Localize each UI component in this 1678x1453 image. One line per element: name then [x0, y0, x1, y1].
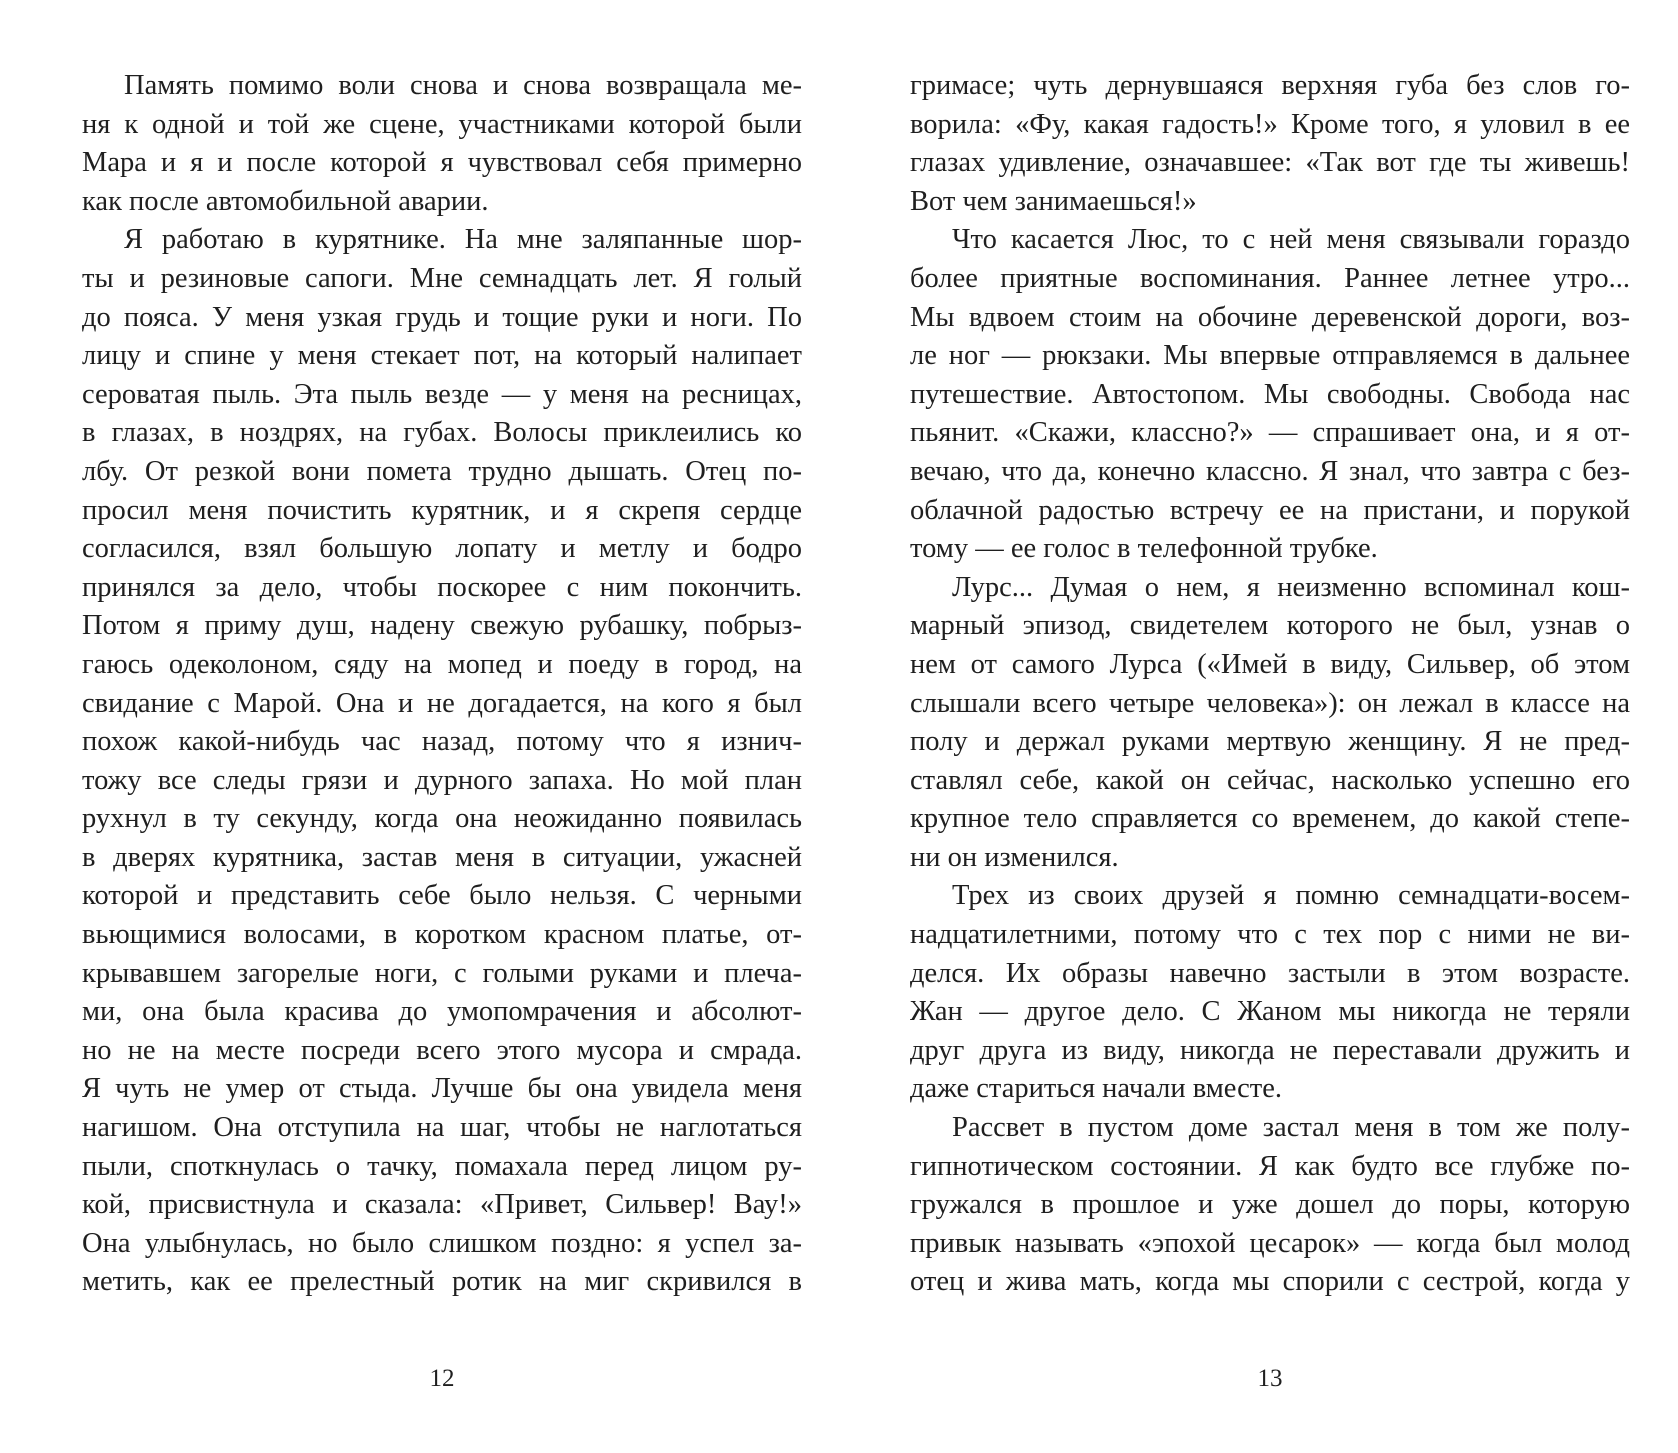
text-line: вьющимися волосами, в коротком красном платье, от-: [82, 919, 802, 951]
text-line: ня к одной и той же сцене, участниками которой были: [82, 108, 802, 140]
text-line: в дверях курятника, застав меня в ситуации, ужасней: [82, 841, 802, 873]
text-line: Лурс... Думая о нем, я неизменно вспоминал кош-: [952, 571, 1630, 603]
text-line: как после автомобильной аварии.: [82, 185, 489, 217]
text-line: Вот чем занимаешься!»: [910, 185, 1197, 217]
text-line: отец и жива мать, когда мы спорили с сестрой, когда у: [910, 1266, 1630, 1298]
text-line: облачной радостью встречу ее на пристани, и порукой: [910, 494, 1630, 526]
text-line: ты и резиновые сапоги. Мне семнадцать лет. Я голый: [82, 262, 802, 294]
text-line: марный эпизод, свидетелем которого не был, узнав о: [910, 610, 1630, 642]
text-line: Жан — другое дело. С Жаном мы никогда не теряли: [910, 996, 1630, 1028]
text-line: привык называть «эпохой цесарок» — когда был молод: [910, 1227, 1630, 1259]
text-line: более приятные воспоминания. Раннее летнее утро...: [910, 262, 1630, 294]
text-line: Мара и я и после которой я чувствовал себя примерно: [82, 147, 802, 179]
text-line: лицу и спине у меня стекает пот, на который налипает: [82, 340, 802, 372]
left-page-text: [82, 67, 802, 1302]
text-line: гипнотическом состоянии. Я как будто все глубже по-: [910, 1150, 1630, 1182]
text-line: пыли, споткнулась о тачку, помахала перед лицом ру-: [82, 1150, 802, 1182]
text-line: нагишом. Она отступила на шаг, чтобы не наглотаться: [82, 1112, 802, 1144]
left-page: [82, 0, 802, 1453]
text-line: делся. Их образы навечно застыли в этом возрасте.: [910, 957, 1630, 989]
text-line: нем от самого Лурса («Имей в виду, Сильвер, об этом: [910, 648, 1630, 680]
text-line: сероватая пыль. Эта пыль везде — у меня на ресницах,: [82, 378, 802, 410]
text-line: даже стариться начали вместе.: [910, 1073, 1283, 1105]
text-line: Я чуть не умер от стыда. Лучше бы она увидела меня: [82, 1073, 802, 1105]
text-line: рухнул в ту секунду, когда она неожиданно появилась: [82, 803, 802, 835]
text-line: в глазах, в ноздрях, на губах. Волосы приклеились ко: [82, 417, 802, 449]
text-line: кой, присвистнула и сказала: «Привет, Сильвер! Вау!»: [82, 1189, 802, 1221]
text-line: гримасе; чуть дернувшаяся верхняя губа без слов го-: [910, 70, 1630, 101]
text-line: глазах удивление, означавшее: «Так вот где ты живешь!: [910, 147, 1630, 179]
text-line: Потом я приму душ, надену свежую рубашку, побрыз-: [82, 610, 802, 642]
text-line: полу и держал руками мертвую женщину. Я не пред-: [910, 726, 1630, 758]
right-page: [910, 0, 1630, 1453]
text-line: вечаю, что да, конечно классно. Я знал, что завтра с без-: [910, 455, 1630, 487]
text-line: Память помимо воли снова и снова возвращала ме-: [124, 70, 802, 101]
right-page-text: [910, 67, 1630, 1302]
text-line: тожу все следы грязи и дурного запаха. Но мой план: [82, 764, 802, 796]
page-number: 13: [1257, 1365, 1283, 1392]
text-line: Я работаю в курятнике. На мне заляпанные шор-: [124, 224, 802, 256]
text-line: Мы вдвоем стоим на обочине деревенской дороги, воз-: [910, 301, 1630, 333]
text-line: крывавшем загорелые ноги, с голыми руками и плеча-: [82, 957, 802, 989]
text-line: крупное тело справляется со временем, до какой степе-: [910, 803, 1630, 835]
text-line: ми, она была красива до умопомрачения и абсолют-: [82, 996, 802, 1028]
text-line: ворила: «Фу, какая гадость!» Кроме того, я уловил в ее: [910, 108, 1630, 140]
text-line: ни он изменился.: [910, 841, 1119, 873]
text-line: согласился, взял большую лопату и метлу и бодро: [82, 533, 802, 565]
text-line: пьянит. «Скажи, классно?» — спрашивает она, и я от-: [910, 417, 1630, 449]
text-line: свидание с Марой. Она и не догадается, на кого я был: [82, 687, 802, 719]
text-line: ставлял себе, какой он сейчас, насколько успешно его: [910, 764, 1630, 796]
text-line: лбу. От резкой вони помета трудно дышать. Отец по-: [82, 455, 802, 487]
page-number: 12: [429, 1365, 455, 1392]
text-line: Трех из своих друзей я помню семнадцати-восем-: [952, 880, 1630, 912]
text-line: Она улыбнулась, но было слишком поздно: я успел за-: [82, 1227, 802, 1259]
text-line: гружался в прошлое и уже дошел до поры, которую: [910, 1189, 1630, 1221]
text-line: до пояса. У меня узкая грудь и тощие руки и ноги. По: [82, 301, 802, 333]
text-line: похож какой-нибудь час назад, потому что я изнич-: [82, 726, 802, 758]
text-line: тому — ее голос в телефонной трубке.: [910, 533, 1378, 565]
text-line: но не на месте посреди всего этого мусора и смрада.: [82, 1034, 802, 1066]
text-line: надцатилетними, потому что с тех пор с ними не ви-: [910, 919, 1630, 951]
text-line: которой и представить себе было нельзя. С черными: [82, 880, 802, 912]
text-line: Рассвет в пустом доме застал меня в том же полу-: [952, 1112, 1630, 1144]
text-line: друг друга из виду, никогда не переставали дружить и: [910, 1034, 1630, 1066]
text-line: принялся за дело, чтобы поскорее с ним покончить.: [82, 571, 802, 603]
text-line: метить, как ее прелестный ротик на миг скривился в: [82, 1266, 802, 1298]
text-line: Что касается Люс, то с ней меня связывали гораздо: [952, 224, 1630, 256]
text-line: слышали всего четыре человека»): он лежал в классе на: [910, 687, 1630, 719]
text-line: гаюсь одеколоном, сяду на мопед и поеду в город, на: [82, 648, 802, 680]
text-line: путешествие. Автостопом. Мы свободны. Свобода нас: [910, 378, 1630, 410]
text-line: ле ног — рюкзаки. Мы впервые отправляемся в дальнее: [910, 340, 1630, 372]
text-line: просил меня почистить курятник, и я скрепя сердце: [82, 494, 802, 526]
